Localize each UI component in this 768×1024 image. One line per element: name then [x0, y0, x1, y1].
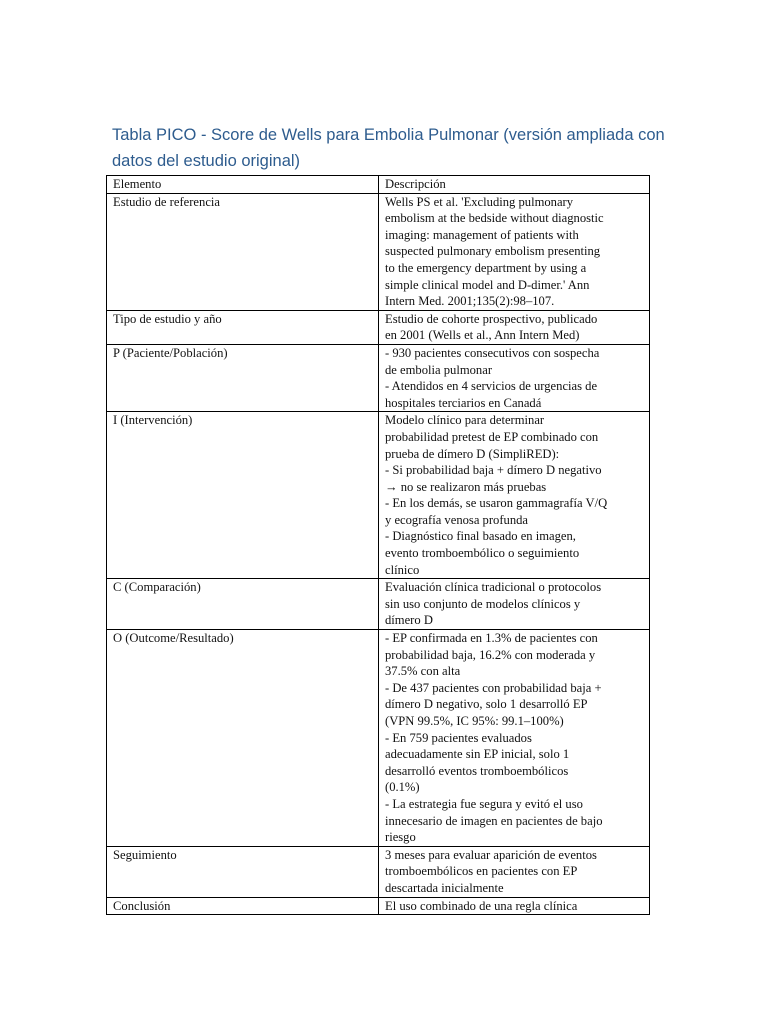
description-line: Intern Med. 2001;135(2):98–107. [385, 294, 555, 309]
description-cell [379, 630, 650, 847]
document-title: Tabla PICO - Score de Wells para Embolia Pulmonar (versión ampliada con datos del estudio original) [112, 126, 665, 170]
description-line: Evaluación clínica tradicional o protocolos [385, 580, 602, 595]
description-line: Wells PS et al. 'Excluding pulmonary [385, 194, 574, 209]
table-body [107, 193, 650, 915]
table-row [107, 344, 650, 411]
element-cell: Seguimiento [107, 846, 379, 897]
description-cell [379, 344, 650, 411]
description-line: (VPN 99.5%, IC 95%: 99.1–100%) [385, 714, 564, 728]
description-line: - En los demás, se usaron gammagrafía V/Q [385, 496, 608, 511]
description-line: Estudio de cohorte prospectivo, publicado [385, 311, 598, 326]
table-row [107, 630, 650, 847]
element-cell: Estudio de referencia [107, 193, 379, 310]
description-cell [379, 412, 650, 579]
element-cell: C (Comparación) [107, 579, 379, 630]
element-cell: Conclusión [107, 897, 379, 915]
element-cell: Tipo de estudio y año [107, 310, 379, 344]
description-line: - EP confirmada en 1.3% de pacientes con [385, 631, 598, 646]
table-row [107, 897, 650, 915]
element-cell: O (Outcome/Resultado) [107, 630, 379, 847]
description-line: - En 759 pacientes evaluados [385, 730, 532, 745]
description-line: → no se realizaron más pruebas [385, 479, 547, 494]
description-cell [379, 897, 650, 915]
description-line: dímero D [385, 613, 433, 628]
description-line: simple clinical model and D-dimer.' Ann [385, 277, 590, 292]
description-line: de embolia pulmonar [385, 362, 493, 377]
table-row [107, 412, 650, 579]
description-line: - La estrategia fue segura y evitó el uso [385, 796, 583, 811]
description-line: descartada inicialmente [385, 880, 504, 895]
description-line: suspected pulmonary embolism presenting [385, 244, 601, 259]
description-line: probabilidad pretest de EP combinado con [385, 429, 599, 444]
element-cell: P (Paciente/Población) [107, 344, 379, 411]
description-line: - De 437 pacientes con probabilidad baja + [385, 680, 602, 695]
column-header-description: Descripción [379, 176, 650, 194]
table-row [107, 310, 650, 344]
description-line: - Atendidos en 4 servicios de urgencias de [385, 379, 598, 394]
description-line: prueba de dímero D (SimpliRED): [385, 446, 560, 461]
table-row [107, 193, 650, 310]
description-line: hospitales terciarios en Canadá [385, 395, 542, 410]
table-row [107, 579, 650, 630]
description-line: El uso combinado de una regla clínica [385, 898, 578, 913]
description-line: clínico [385, 562, 420, 577]
description-line: 37.5% con alta [385, 664, 461, 679]
pico-table [106, 175, 650, 915]
description-line: riesgo [385, 830, 416, 845]
description-line: evento tromboembólico o seguimiento [385, 546, 580, 561]
description-line: tromboembólicos en pacientes con EP [385, 864, 578, 879]
description-line: probabilidad baja, 16.2% con moderada y [385, 647, 596, 662]
description-line: embolism at the bedside without diagnostic [385, 211, 604, 226]
description-line: 3 meses para evaluar aparición de eventos [385, 847, 597, 862]
description-cell [379, 310, 650, 344]
column-header-element: Elemento [107, 176, 379, 194]
description-line: desarrolló eventos tromboembólicos [385, 763, 569, 778]
description-line: en 2001 (Wells et al., Ann Intern Med) [385, 328, 580, 343]
table-header-row [107, 176, 650, 194]
description-line: - 930 pacientes consecutivos con sospecha [385, 345, 600, 360]
description-line: imaging: management of patients with [385, 227, 579, 242]
description-line: - Si probabilidad baja + dímero D negativo [385, 463, 602, 478]
description-cell [379, 846, 650, 897]
table-row [107, 846, 650, 897]
description-line: innecesario de imagen en pacientes de bajo [385, 813, 603, 828]
description-line: sin uso conjunto de modelos clínicos y [385, 596, 581, 611]
element-cell: I (Intervención) [107, 412, 379, 579]
description-line: - Diagnóstico final basado en imagen, [385, 529, 576, 544]
description-line: Modelo clínico para determinar [385, 413, 545, 428]
description-line: to the emergency department by using a [385, 260, 587, 275]
description-line: dímero D negativo, solo 1 desarrolló EP [385, 697, 588, 712]
description-line: y ecografía venosa profunda [385, 512, 529, 527]
description-line: (0.1%) [385, 780, 420, 795]
description-cell [379, 193, 650, 310]
description-cell [379, 579, 650, 630]
description-line: adecuadamente sin EP inicial, solo 1 [385, 747, 570, 762]
